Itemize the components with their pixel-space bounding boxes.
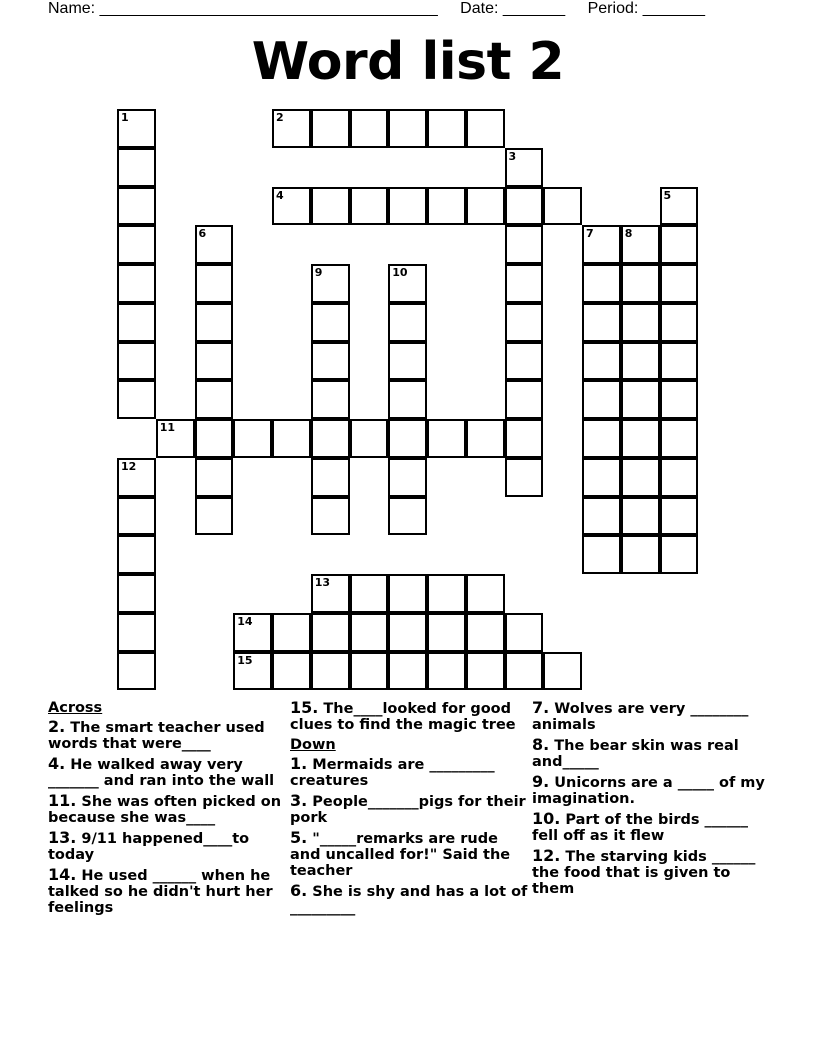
- clue-text: The smart teacher used words that were____: [48, 720, 265, 752]
- grid-cell[interactable]: [311, 342, 350, 381]
- grid-cell[interactable]: [117, 225, 156, 264]
- grid-cell[interactable]: [195, 497, 234, 536]
- grid-cell[interactable]: [660, 264, 699, 303]
- grid-cell[interactable]: [311, 419, 350, 458]
- grid-cell[interactable]: [388, 303, 427, 342]
- cell-number: 15: [237, 653, 253, 667]
- clue-number: 9.: [532, 772, 550, 791]
- date-field[interactable]: Date: _______: [460, 0, 566, 17]
- clue-number: 12.: [532, 846, 561, 865]
- grid-cell[interactable]: [156, 419, 195, 458]
- grid-cell[interactable]: [350, 187, 389, 226]
- grid-cell[interactable]: [272, 613, 311, 652]
- clue-text: The____looked for good clues to find the magic tree: [290, 701, 516, 733]
- cell-number: 6: [198, 227, 207, 241]
- grid-cell[interactable]: [660, 342, 699, 381]
- cell-number: 2: [276, 111, 284, 124]
- clue-number: 7.: [532, 698, 550, 717]
- grid-cell[interactable]: [117, 574, 156, 613]
- clue-text: He walked away very _______ and ran into the wall: [48, 757, 275, 789]
- grid-cell[interactable]: [195, 225, 234, 264]
- grid-cell[interactable]: [117, 458, 156, 497]
- grid-cell[interactable]: [621, 458, 660, 497]
- cell-number: 12: [121, 459, 137, 473]
- clue-number: 15.: [290, 698, 319, 717]
- clue-down-12: [532, 848, 770, 897]
- grid-cell[interactable]: [621, 303, 660, 342]
- clue-column-1: [48, 700, 286, 920]
- grid-cell[interactable]: [311, 458, 350, 497]
- grid-cell[interactable]: [388, 574, 427, 613]
- grid-cell[interactable]: [388, 342, 427, 381]
- grid-cell[interactable]: [272, 187, 311, 226]
- cell-number: 14: [237, 614, 253, 628]
- grid-cell[interactable]: [117, 380, 156, 419]
- clue-down-5: [290, 830, 528, 879]
- clue-text: The bear skin was real and_____: [532, 738, 739, 770]
- grid-cell[interactable]: [388, 109, 427, 148]
- clue-down-1: [290, 756, 528, 789]
- grid-cell[interactable]: [195, 419, 234, 458]
- grid-cell[interactable]: [505, 264, 544, 303]
- grid-cell[interactable]: [582, 535, 621, 574]
- grid-cell[interactable]: [505, 380, 544, 419]
- grid-cell[interactable]: [621, 497, 660, 536]
- grid-cell[interactable]: [660, 187, 699, 226]
- clue-across-2: [48, 719, 286, 752]
- grid-cell[interactable]: [350, 613, 389, 652]
- cell-number: 9: [314, 266, 323, 279]
- grid-cell[interactable]: [311, 497, 350, 536]
- grid-cell[interactable]: [660, 535, 699, 574]
- clue-text: She was often picked on because she was____: [48, 794, 282, 826]
- name-field[interactable]: Name: ______________________________________: [48, 0, 438, 17]
- clue-text: 9/11 happened____to today: [48, 831, 250, 863]
- grid-cell[interactable]: [195, 380, 234, 419]
- grid-cell[interactable]: [311, 380, 350, 419]
- grid-cell[interactable]: [117, 535, 156, 574]
- grid-cell[interactable]: [311, 109, 350, 148]
- grid-cell[interactable]: [272, 652, 311, 691]
- grid-cell[interactable]: [388, 264, 427, 303]
- clue-number: 14.: [48, 865, 77, 884]
- clue-number: 13.: [48, 828, 77, 847]
- clue-column-3: [532, 700, 770, 901]
- clue-number: 2.: [48, 717, 66, 736]
- clue-across-11: [48, 793, 286, 826]
- grid-cell[interactable]: [117, 613, 156, 652]
- grid-cell[interactable]: [427, 187, 466, 226]
- clue-number: 1.: [290, 754, 308, 773]
- student-info-header: [48, 0, 709, 18]
- grid-cell[interactable]: [466, 652, 505, 691]
- clue-text: Wolves are very ________ animals: [532, 701, 749, 733]
- grid-cell[interactable]: [311, 652, 350, 691]
- grid-cell[interactable]: [582, 380, 621, 419]
- grid-cell[interactable]: [660, 419, 699, 458]
- cell-number: 13: [314, 576, 331, 589]
- grid-cell[interactable]: [195, 342, 234, 381]
- cell-number: 10: [392, 266, 408, 279]
- grid-cell[interactable]: [117, 652, 156, 691]
- grid-cell[interactable]: [117, 187, 156, 226]
- clue-text: He used ______ when he talked so he didn't hurt her feelings: [48, 868, 273, 916]
- crossword-grid: [118, 110, 700, 692]
- grid-cell[interactable]: [660, 458, 699, 497]
- grid-cell[interactable]: [621, 419, 660, 458]
- grid-cell[interactable]: [466, 574, 505, 613]
- grid-cell[interactable]: [117, 264, 156, 303]
- clue-number: 5.: [290, 828, 308, 847]
- clue-number: 4.: [48, 754, 66, 773]
- across-heading: Across: [48, 700, 103, 716]
- clue-down-10: [532, 811, 770, 844]
- grid-cell[interactable]: [233, 419, 272, 458]
- grid-cell[interactable]: [272, 109, 311, 148]
- grid-cell[interactable]: [660, 303, 699, 342]
- cell-number: 3: [508, 149, 517, 163]
- clue-text: Part of the birds ______ fell off as it flew: [532, 812, 749, 844]
- grid-cell[interactable]: [582, 497, 621, 536]
- grid-cell[interactable]: [350, 109, 389, 148]
- grid-cell[interactable]: [117, 109, 156, 148]
- clue-text: The starving kids ______ the food that is given to them: [532, 849, 756, 897]
- grid-cell[interactable]: [195, 458, 234, 497]
- cell-number: 11: [159, 421, 176, 434]
- clue-number: 3.: [290, 791, 308, 810]
- clue-across-14: [48, 867, 286, 916]
- clue-down-8: [532, 737, 770, 770]
- cell-number: 7: [586, 227, 594, 241]
- grid-cell[interactable]: [505, 652, 544, 691]
- down-heading: Down: [290, 737, 336, 753]
- clue-text: Unicorns are a _____ of my imagination.: [532, 775, 765, 807]
- grid-cell[interactable]: [388, 497, 427, 536]
- grid-cell[interactable]: [505, 419, 544, 458]
- grid-cell[interactable]: [388, 458, 427, 497]
- grid-cell[interactable]: [466, 419, 505, 458]
- period-field[interactable]: Period: _______: [587, 0, 706, 17]
- grid-cell[interactable]: [233, 613, 272, 652]
- grid-cell[interactable]: [388, 419, 427, 458]
- grid-cell[interactable]: [311, 187, 350, 226]
- grid-cell[interactable]: [505, 458, 544, 497]
- clue-text: "_____remarks are rude and uncalled for!" Said the teacher: [290, 831, 511, 879]
- grid-cell[interactable]: [311, 574, 350, 613]
- clue-across-4: [48, 756, 286, 789]
- grid-cell[interactable]: [543, 652, 582, 691]
- grid-cell[interactable]: [505, 187, 544, 226]
- clue-text: People_______pigs for their pork: [290, 794, 526, 826]
- clue-across-13: [48, 830, 286, 863]
- clue-down-9: [532, 774, 770, 807]
- clue-number: 8.: [532, 735, 550, 754]
- grid-cell[interactable]: [388, 380, 427, 419]
- grid-cell[interactable]: [388, 652, 427, 691]
- grid-cell[interactable]: [582, 225, 621, 264]
- grid-cell[interactable]: [505, 342, 544, 381]
- clue-number: 6.: [290, 881, 308, 900]
- grid-cell[interactable]: [505, 225, 544, 264]
- grid-cell[interactable]: [311, 264, 350, 303]
- grid-cell[interactable]: [582, 342, 621, 381]
- clue-text: She is shy and has a lot of _________: [290, 884, 528, 916]
- grid-cell[interactable]: [660, 497, 699, 536]
- grid-cell[interactable]: [660, 225, 699, 264]
- grid-cell[interactable]: [582, 264, 621, 303]
- grid-cell[interactable]: [388, 187, 427, 226]
- grid-cell[interactable]: [117, 342, 156, 381]
- clue-down-3: [290, 793, 528, 826]
- grid-cell[interactable]: [388, 613, 427, 652]
- clue-down-6: [290, 883, 528, 916]
- grid-cell[interactable]: [505, 148, 544, 187]
- grid-cell[interactable]: [505, 303, 544, 342]
- grid-cell[interactable]: [117, 303, 156, 342]
- clue-column-2: [290, 700, 528, 920]
- grid-cell[interactable]: [311, 613, 350, 652]
- grid-cell[interactable]: [195, 303, 234, 342]
- grid-cell[interactable]: [350, 574, 389, 613]
- grid-cell[interactable]: [466, 613, 505, 652]
- grid-cell[interactable]: [621, 380, 660, 419]
- grid-cell[interactable]: [350, 419, 389, 458]
- grid-cell[interactable]: [272, 419, 311, 458]
- grid-cell[interactable]: [543, 187, 582, 226]
- grid-cell[interactable]: [582, 419, 621, 458]
- clue-down-7: [532, 700, 770, 733]
- grid-cell[interactable]: [582, 458, 621, 497]
- cell-number: 8: [624, 227, 633, 241]
- grid-cell[interactable]: [233, 652, 272, 691]
- grid-cell[interactable]: [621, 225, 660, 264]
- clue-number: 11.: [48, 791, 77, 810]
- grid-cell[interactable]: [427, 652, 466, 691]
- grid-cell[interactable]: [350, 652, 389, 691]
- grid-cell[interactable]: [117, 148, 156, 187]
- clue-text: Mermaids are _________ creatures: [290, 757, 495, 789]
- grid-cell[interactable]: [621, 535, 660, 574]
- grid-cell[interactable]: [427, 613, 466, 652]
- grid-cell[interactable]: [117, 497, 156, 536]
- grid-cell[interactable]: [427, 109, 466, 148]
- clue-across-15: [290, 700, 528, 733]
- grid-cell[interactable]: [195, 264, 234, 303]
- grid-cell[interactable]: [427, 419, 466, 458]
- grid-cell[interactable]: [505, 613, 544, 652]
- page-title: Word list 2: [251, 32, 565, 92]
- grid-cell[interactable]: [621, 264, 660, 303]
- cell-number: 1: [121, 111, 129, 124]
- grid-cell[interactable]: [466, 109, 505, 148]
- cell-number: 4: [276, 188, 284, 202]
- grid-cell[interactable]: [621, 342, 660, 381]
- grid-cell[interactable]: [427, 574, 466, 613]
- grid-cell[interactable]: [311, 303, 350, 342]
- grid-cell[interactable]: [660, 380, 699, 419]
- clue-number: 10.: [532, 809, 561, 828]
- grid-cell[interactable]: [582, 303, 621, 342]
- grid-cell[interactable]: [466, 187, 505, 226]
- cell-number: 5: [663, 188, 672, 202]
